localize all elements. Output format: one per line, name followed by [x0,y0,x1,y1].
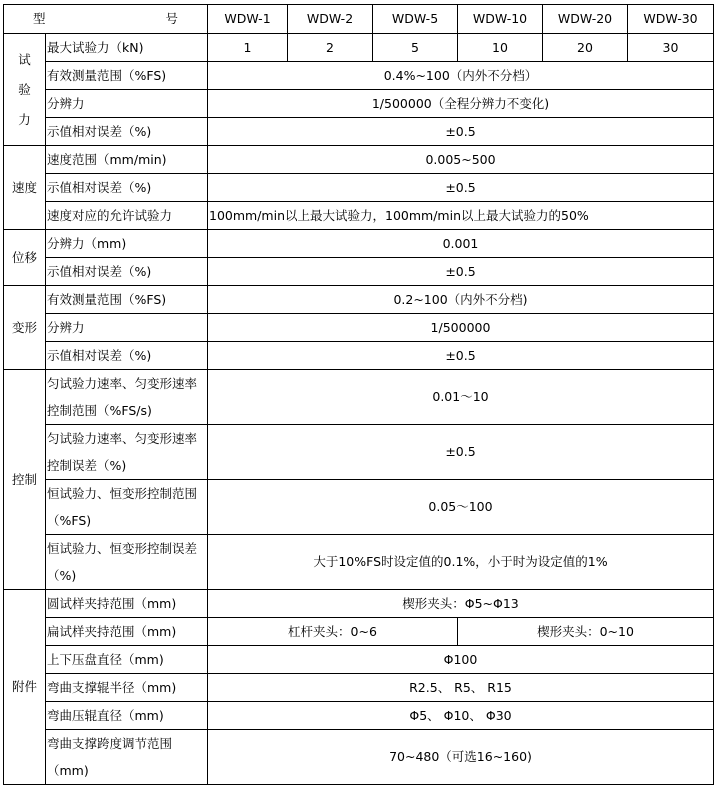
table-row [4,342,714,370]
category-cell [4,590,46,785]
table-row [4,34,714,62]
value-cell: ±0.5 [208,174,714,202]
value-cell: 20 [543,34,628,62]
value-cell: 30 [628,34,714,62]
param-label: 上下压盘直径（mm) [46,646,208,674]
table-row [4,286,714,314]
param-label: 匀试验力速率、匀变形速率控制范围（%FS/s) [46,370,208,425]
value-cell: 5 [373,34,458,62]
value-cell: 70~480（可选16~160) [208,730,714,785]
param-label: 速度对应的允许试验力 [46,202,208,230]
table-row [4,174,714,202]
table-row [4,146,714,174]
value-cell: ±0.5 [208,258,714,286]
value-cell: 1/500000 [208,314,714,342]
model-header: WDW-20 [543,5,628,34]
category-label: 位移 [11,249,37,265]
table-row [4,230,714,258]
category-label: 控制 [11,471,37,487]
value-cell: Φ100 [208,646,714,674]
table-row [4,425,714,480]
param-label: 示值相对误差（%) [46,342,208,370]
model-header: WDW-1 [208,5,288,34]
param-label: 弯曲支撑辊半径（mm) [46,674,208,702]
category-cell [4,286,46,370]
category-label: 附件 [11,679,37,694]
table-row [4,258,714,286]
table-row [4,730,714,785]
model-header: WDW-5 [373,5,458,34]
category-label: 试 验 力 [18,51,31,127]
param-label: 匀试验力速率、匀变形速率控制误差（%) [46,425,208,480]
value-cell: 0.05～100 [208,480,714,535]
param-label: 有效测量范围（%FS) [46,62,208,90]
value-cell: 0.4%~100（内外不分档） [208,62,714,90]
table-row [4,62,714,90]
value-cell: 0.001 [208,230,714,258]
value-cell: 楔形夹头：Φ5~Φ13 [208,590,714,618]
value-cell: 10 [458,34,543,62]
model-header: WDW-2 [288,5,373,34]
value-cell: 0.01～10 [208,370,714,425]
value-cell: Φ5、 Φ10、 Φ30 [208,702,714,730]
table-row [4,90,714,118]
table-row [4,535,714,590]
value-cell: R2.5、 R5、 R15 [208,674,714,702]
param-label: 最大试验力（kN) [46,34,208,62]
param-label: 圆试样夹持范围（mm) [46,590,208,618]
table-row [4,702,714,730]
param-label: 分辨力（mm) [46,230,208,258]
param-label: 示值相对误差（%) [46,118,208,146]
param-label: 分辨力 [46,90,208,118]
category-cell [4,370,46,590]
header-row [4,5,714,34]
table-row [4,674,714,702]
model-header: WDW-10 [458,5,543,34]
value-cell: ±0.5 [208,118,714,146]
table-row [4,618,714,646]
value-cell: 2 [288,34,373,62]
value-cell: 100mm/min以上最大试验力，100mm/min以上最大试验力的50% [208,202,714,230]
value-cell: 杠杆夹头：0~6 [208,618,458,646]
param-label: 有效测量范围（%FS) [46,286,208,314]
param-label: 弯曲支撑跨度调节范围（mm) [46,730,208,785]
value-cell: 1/500000（全程分辨力不变化) [208,90,714,118]
table-row [4,118,714,146]
param-label: 示值相对误差（%) [46,174,208,202]
table-row [4,590,714,618]
table-row [4,370,714,425]
param-label: 扁试样夹持范围（mm) [46,618,208,646]
category-cell [4,146,46,230]
param-label: 恒试验力、恒变形控制误差（%) [46,535,208,590]
spec-table [3,4,714,785]
model-label-right: 号 [165,11,179,26]
value-cell: 0.2~100（内外不分档) [208,286,714,314]
value-cell: 0.005~500 [208,146,714,174]
table-row [4,646,714,674]
param-label: 弯曲压辊直径（mm) [46,702,208,730]
model-label-cell [4,5,208,34]
category-label: 变形 [11,319,37,335]
table-row [4,202,714,230]
model-header: WDW-30 [628,5,714,34]
value-cell: 1 [208,34,288,62]
table-row [4,314,714,342]
value-cell: ±0.5 [208,425,714,480]
param-label: 速度范围（mm/min) [46,146,208,174]
table-row [4,480,714,535]
value-cell: 楔形夹头：0~10 [458,618,714,646]
category-cell [4,230,46,286]
value-cell: 大于10%FS时设定值的0.1%，小于时为设定值的1% [208,535,714,590]
param-label: 分辨力 [46,314,208,342]
param-label: 恒试验力、恒变形控制范围（%FS) [46,480,208,535]
category-cell [4,34,46,146]
category-label: 速度 [11,179,37,195]
param-label: 示值相对误差（%) [46,258,208,286]
value-cell: ±0.5 [208,342,714,370]
model-label-left: 型 [32,11,46,26]
